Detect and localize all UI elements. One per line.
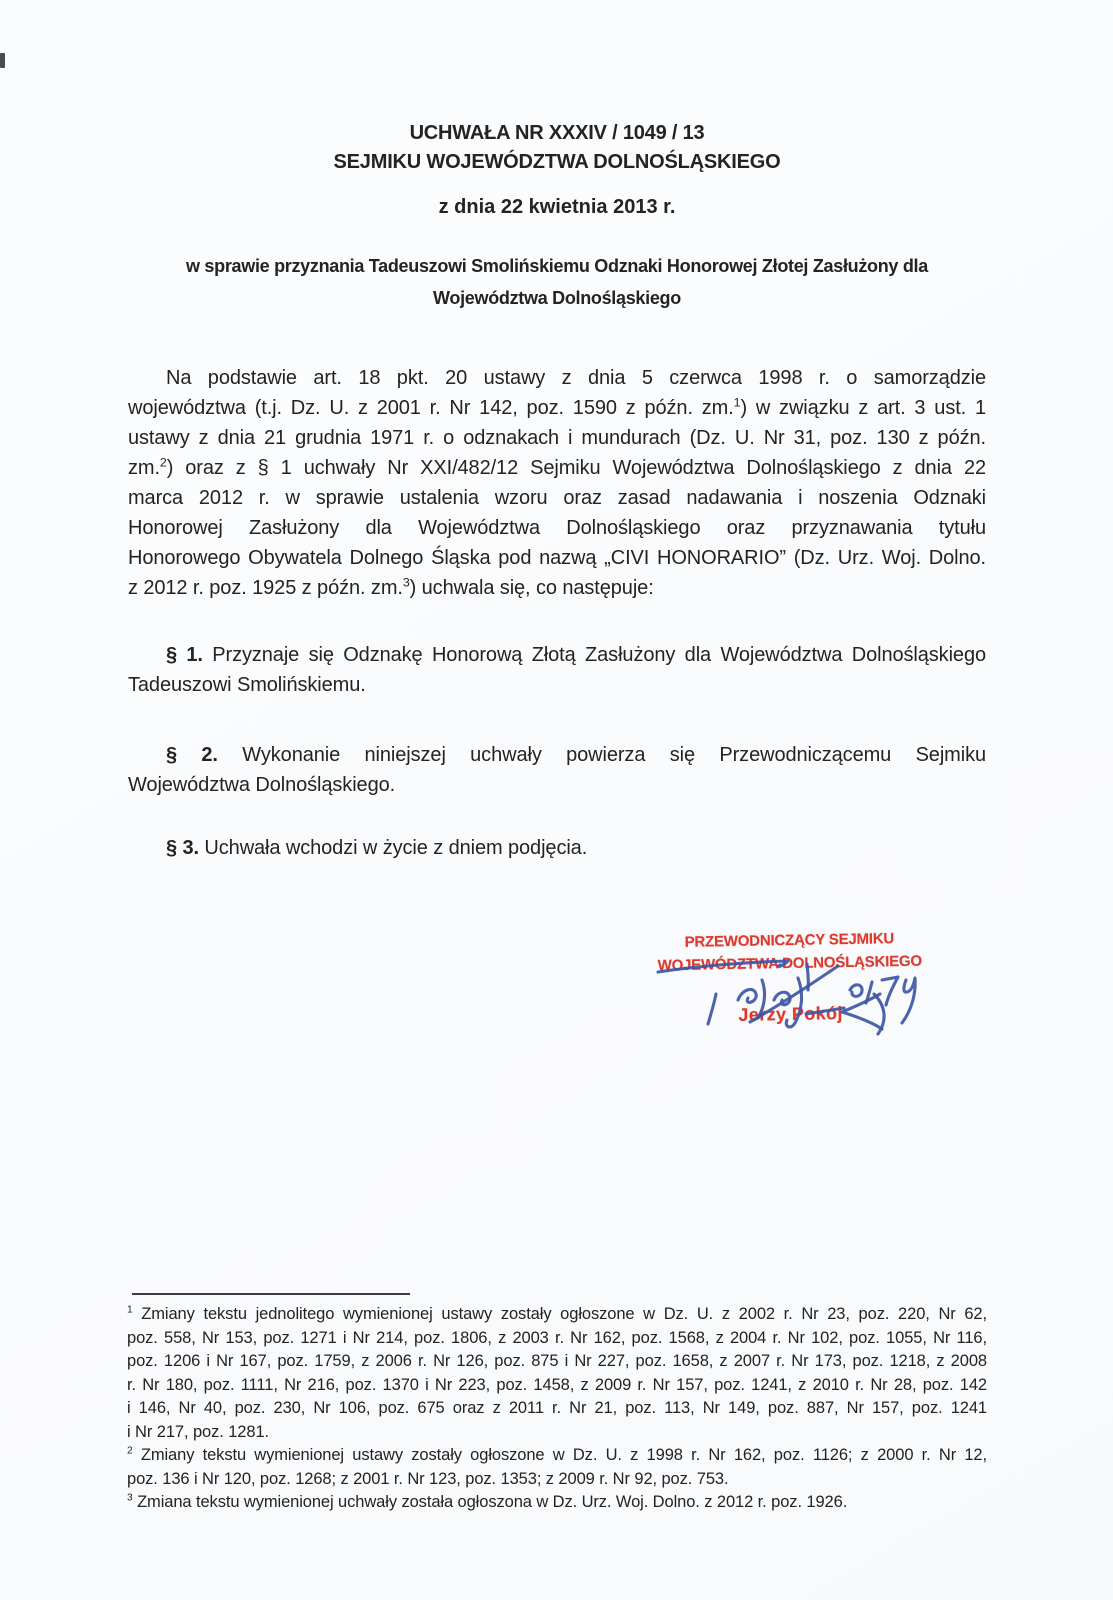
section-2-paragraph [128, 740, 986, 800]
resolution-subject [128, 250, 986, 314]
text-line: Województwa Dolnośląskiego. [128, 774, 396, 796]
text-line: $^3$ Zmiana tekstu wymienionej uchwały została ogłoszona w Dz. Urz. Woj. Dolno. z 2012 r. poz. 1926. [127, 1492, 848, 1511]
text-line: województwa (t.j. Dz. U. z 2001 r. Nr 142, poz. 1590 z późn. zm.$^1$) w związku z art. 3 ust. 1 [128, 395, 986, 419]
text-line: Tadeuszowi Smolińskiemu. [128, 674, 366, 696]
scan-artifact-speck [0, 53, 5, 68]
text-line: $^2$ Zmiany tekstu wymienionej ustawy zostały ogłoszone w Dz. U. z 1998 r. Nr 162, poz. 1126; z 2000 r. Nr 12, [127, 1445, 987, 1464]
text-line: ustawy z dnia 21 grudnia 1971 r. o odznakach i mundurach (Dz. U. Nr 31, poz. 130 z późn. [128, 427, 986, 449]
section-1-paragraph [128, 640, 986, 700]
footnote-separator [132, 1293, 410, 1295]
text-line: Honorowej Zasłużony dla Województwa Dolnośląskiego oraz przyznawania tytułu [128, 517, 986, 539]
issuing-body: SEJMIKU WOJEWÓDZTWA DOLNOŚLĄSKIEGO [333, 151, 781, 173]
text-line: poz. 1206 i Nr 167, poz. 1759, z 2006 r. Nr 126, poz. 875 i Nr 227, poz. 1658, z 2007 r. Nr 173, poz. 1218, z 2008 [127, 1352, 987, 1370]
subject-line-1: w sprawie przyznania Tadeuszowi Smolińskiemu Odznaki Honorowej Złotej Zasłużony dla [186, 256, 928, 276]
preamble-paragraph [128, 363, 986, 603]
text-line: $^1$ Zmiany tekstu jednolitego wymienionej ustawy zostały ogłoszone w Dz. U. z 2002 r. Nr 23, poz. 220, Nr 62, [127, 1304, 987, 1323]
footnotes [127, 1303, 987, 1515]
text-line: Na podstawie art. 18 pkt. 20 ustawy z dnia 5 czerwca 1998 r. o samorządzie [166, 367, 986, 389]
footnote-2 [127, 1444, 987, 1491]
text-line: z 2012 r. poz. 1925 z późn. zm.$^3$) uchwala się, co następuje: [128, 575, 654, 599]
section-3-paragraph [128, 833, 986, 863]
footnote-3 [127, 1491, 987, 1515]
text-line: § 1. Przyznaje się Odznakę Honorową Złotą Zasłużony dla Województwa Dolnośląskiego [166, 644, 986, 666]
subject-line-2: Województwa Dolnośląskiego [433, 288, 681, 308]
text-line: poz. 136 i Nr 120, poz. 1268; z 2001 r. Nr 123, poz. 1353; z 2009 r. Nr 92, poz. 753. [127, 1469, 729, 1488]
signature-strike-stroke [658, 961, 788, 972]
text-line: i Nr 217, poz. 1281. [127, 1422, 270, 1441]
text-line: r. Nr 180, poz. 1111, Nr 216, poz. 1370 i Nr 223, poz. 1458, z 2009 r. Nr 157, poz. 1241, z 2010 r. Nr 28, poz. 142 [127, 1375, 987, 1394]
text-line: marca 2012 r. w sprawie ustalenia wzoru oraz zasad nadawania i noszenia Odznaki [128, 487, 986, 509]
signer-name: Jerzy Pokój [738, 1003, 844, 1025]
handwritten-signature [628, 928, 940, 1046]
document-header [128, 119, 986, 314]
text-line: § 3. Uchwała wchodzi w życie z dniem podjęcia. [166, 837, 588, 859]
text-line: poz. 558, Nr 153, poz. 1271 i Nr 214, poz. 1806, z 2003 r. Nr 162, poz. 1568, z 2004 r. Nr 102, poz. 1055, Nr 116, [127, 1328, 987, 1347]
resolution-number: UCHWAŁA NR XXXIV / 1049 / 13 [409, 122, 705, 144]
stamp-title-line-1: PRZEWODNICZĄCY SEJMIKU [684, 930, 895, 951]
stamp-title-line-2: WOJEWÓDZTWA DOLNOŚLĄSKIEGO [657, 952, 923, 975]
text-line: i 146, Nr 40, poz. 230, Nr 106, poz. 675 oraz z 2011 r. Nr 21, poz. 113, Nr 149, poz. 887, Nr 157, poz. 1241 [127, 1399, 987, 1417]
text-line: § 2. Wykonanie niniejszej uchwały powierza się Przewodniczącemu Sejmiku [166, 744, 986, 766]
text-line: Honorowego Obywatela Dolnego Śląska pod nazwą „CIVI HONORARIO” (Dz. Urz. Woj. Dolno. [128, 547, 986, 569]
text-line: zm.$^2$) oraz z § 1 uchwały Nr XXI/482/12 Sejmiku Województwa Dolnośląskiego z dnia 22 [128, 455, 986, 479]
resolution-date: z dnia 22 kwietnia 2013 r. [438, 196, 676, 218]
footnote-1 [127, 1303, 987, 1444]
